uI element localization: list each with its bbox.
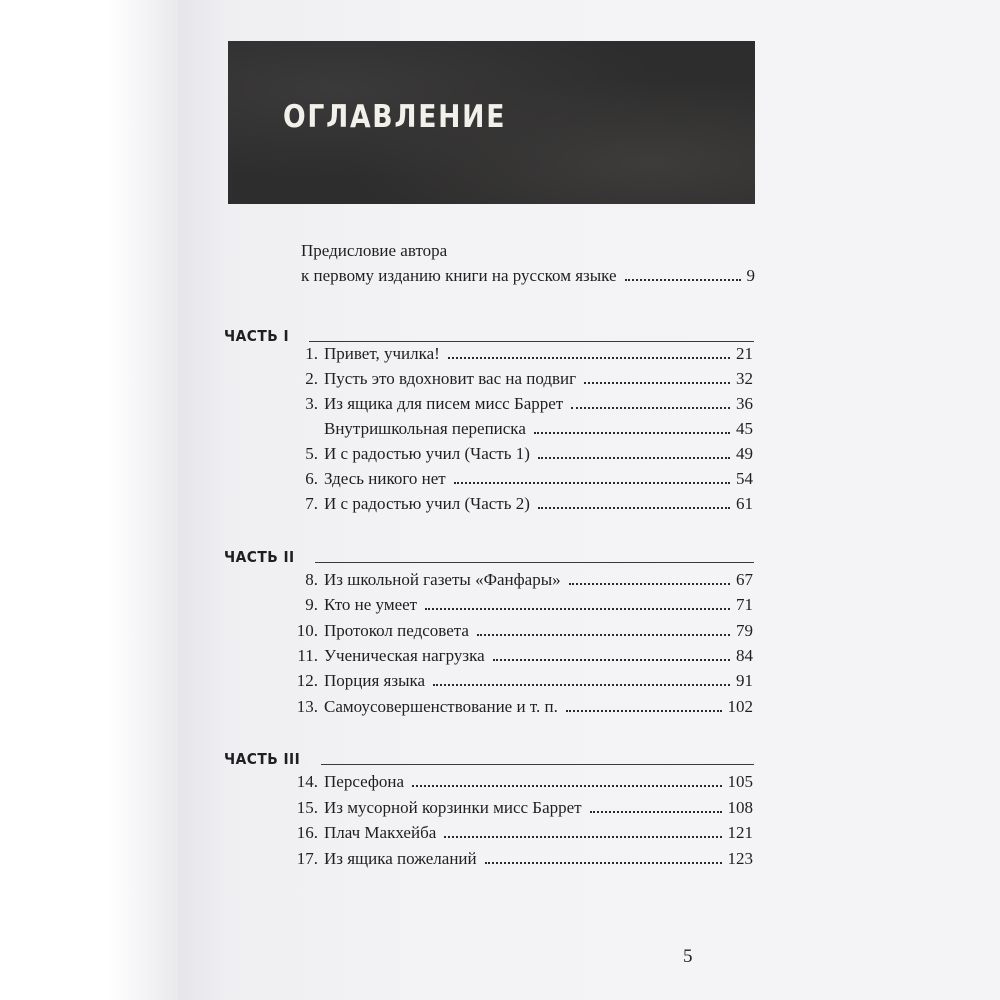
dot-leader <box>534 432 730 434</box>
entry-page: 71 <box>736 595 753 614</box>
dot-leader <box>412 785 722 787</box>
entry-page: 36 <box>736 394 753 413</box>
entry-page: 45 <box>736 419 753 438</box>
toc-entry <box>270 341 753 367</box>
dot-leader <box>485 862 722 864</box>
contents-title: ОГЛАВЛЕНИЕ <box>283 99 507 135</box>
entry-number: 16. <box>296 823 318 842</box>
entry-page: 61 <box>736 494 753 513</box>
toc-entry <box>270 769 753 795</box>
toc-entry <box>270 441 753 467</box>
toc-entry <box>270 820 753 846</box>
entry-number: 1. <box>305 344 318 363</box>
entry-page: 54 <box>736 469 753 488</box>
toc-entry <box>270 466 753 492</box>
dot-leader <box>448 357 730 359</box>
part-label: ЧАСТЬ I <box>224 327 290 345</box>
dot-leader <box>425 608 730 610</box>
entry-number: 2. <box>305 369 318 388</box>
book-gutter <box>0 0 178 1000</box>
page-number: 5 <box>683 946 693 967</box>
entry-page: 84 <box>736 646 753 665</box>
entry-number: 12. <box>296 671 318 690</box>
preface-entry <box>301 264 755 288</box>
dot-leader <box>433 684 730 686</box>
entry-page: 32 <box>736 369 753 388</box>
entry-title: Протокол педсовета <box>324 621 469 640</box>
entry-title: Привет, училка! <box>324 344 440 363</box>
entry-page: 108 <box>727 798 753 817</box>
dot-leader <box>590 811 722 813</box>
toc-entry <box>270 618 753 644</box>
toc-entry <box>270 795 753 821</box>
part-rule <box>315 562 754 563</box>
dot-leader <box>538 507 730 509</box>
entry-title: Ученическая нагрузка <box>324 646 485 665</box>
entry-title: Плач Макхейба <box>324 823 437 842</box>
toc-entry <box>270 391 753 417</box>
entry-title: И с радостью учил (Часть 2) <box>324 494 530 513</box>
entry-number: 5. <box>305 444 318 463</box>
entry-number: 8. <box>305 570 318 589</box>
entry-number: 7. <box>305 494 318 513</box>
entry-title: Из ящика пожеланий <box>324 849 477 868</box>
dot-leader <box>625 279 741 281</box>
entry-title: Из ящика для писем мисс Баррет <box>324 394 564 413</box>
entry-title: Самоусовершенствование и т. п. <box>324 697 558 716</box>
preface-page-number: 9 <box>746 266 755 285</box>
entry-title: Порция языка <box>324 671 426 690</box>
preface-title-line2: к первому изданию книги на русском языке <box>301 266 617 285</box>
entry-page: 49 <box>736 444 753 463</box>
entry-page: 21 <box>736 344 753 363</box>
part-heading-3 <box>224 744 754 768</box>
entry-page: 91 <box>736 671 753 690</box>
entry-page: 121 <box>727 823 753 842</box>
toc-entry <box>270 592 753 618</box>
dot-leader <box>538 457 730 459</box>
entry-number: 3. <box>305 394 318 413</box>
toc-entry <box>270 643 753 669</box>
toc-entry <box>270 846 753 872</box>
dot-leader <box>493 659 730 661</box>
part-rule <box>321 764 754 765</box>
entry-number: 15. <box>296 798 318 817</box>
entry-title: Персефона <box>324 772 404 791</box>
dot-leader <box>569 583 730 585</box>
part-label: ЧАСТЬ III <box>224 750 301 768</box>
entry-number: 9. <box>305 595 318 614</box>
entry-number: 17. <box>296 849 318 868</box>
toc-entry <box>270 366 753 392</box>
dot-leader <box>454 482 730 484</box>
part-label: ЧАСТЬ II <box>224 548 295 566</box>
entry-page: 79 <box>736 621 753 640</box>
dot-leader <box>566 710 722 712</box>
entry-page: 102 <box>727 697 753 716</box>
entry-title: Внутришкольная переписка <box>324 419 526 438</box>
entry-number: 6. <box>305 469 318 488</box>
toc-entry <box>270 567 753 593</box>
dot-leader <box>571 407 730 409</box>
toc-entry <box>270 668 753 694</box>
entry-title: Здесь никого нет <box>324 469 446 488</box>
dot-leader <box>477 634 730 636</box>
entry-page: 67 <box>736 570 753 589</box>
toc-entry <box>270 416 753 442</box>
entry-number: 14. <box>296 772 318 791</box>
entry-page: 123 <box>727 849 753 868</box>
toc-entry <box>270 491 753 517</box>
entry-title: Из мусорной корзинки мисс Баррет <box>324 798 582 817</box>
part-heading-2 <box>224 542 754 566</box>
entry-number: 11. <box>297 646 318 665</box>
dot-leader <box>584 382 730 384</box>
entry-number: 13. <box>296 697 318 716</box>
preface-title-line1: Предисловие автора <box>301 241 448 260</box>
entry-page: 105 <box>727 772 753 791</box>
toc-entry <box>270 694 753 720</box>
entry-number: 10. <box>296 621 318 640</box>
entry-title: Из школьной газеты «Фанфары» <box>324 570 561 589</box>
entry-title: Кто не умеет <box>324 595 418 614</box>
dot-leader <box>444 836 721 838</box>
entry-title: И с радостью учил (Часть 1) <box>324 444 530 463</box>
entry-title: Пусть это вдохновит вас на подвиг <box>324 369 577 388</box>
